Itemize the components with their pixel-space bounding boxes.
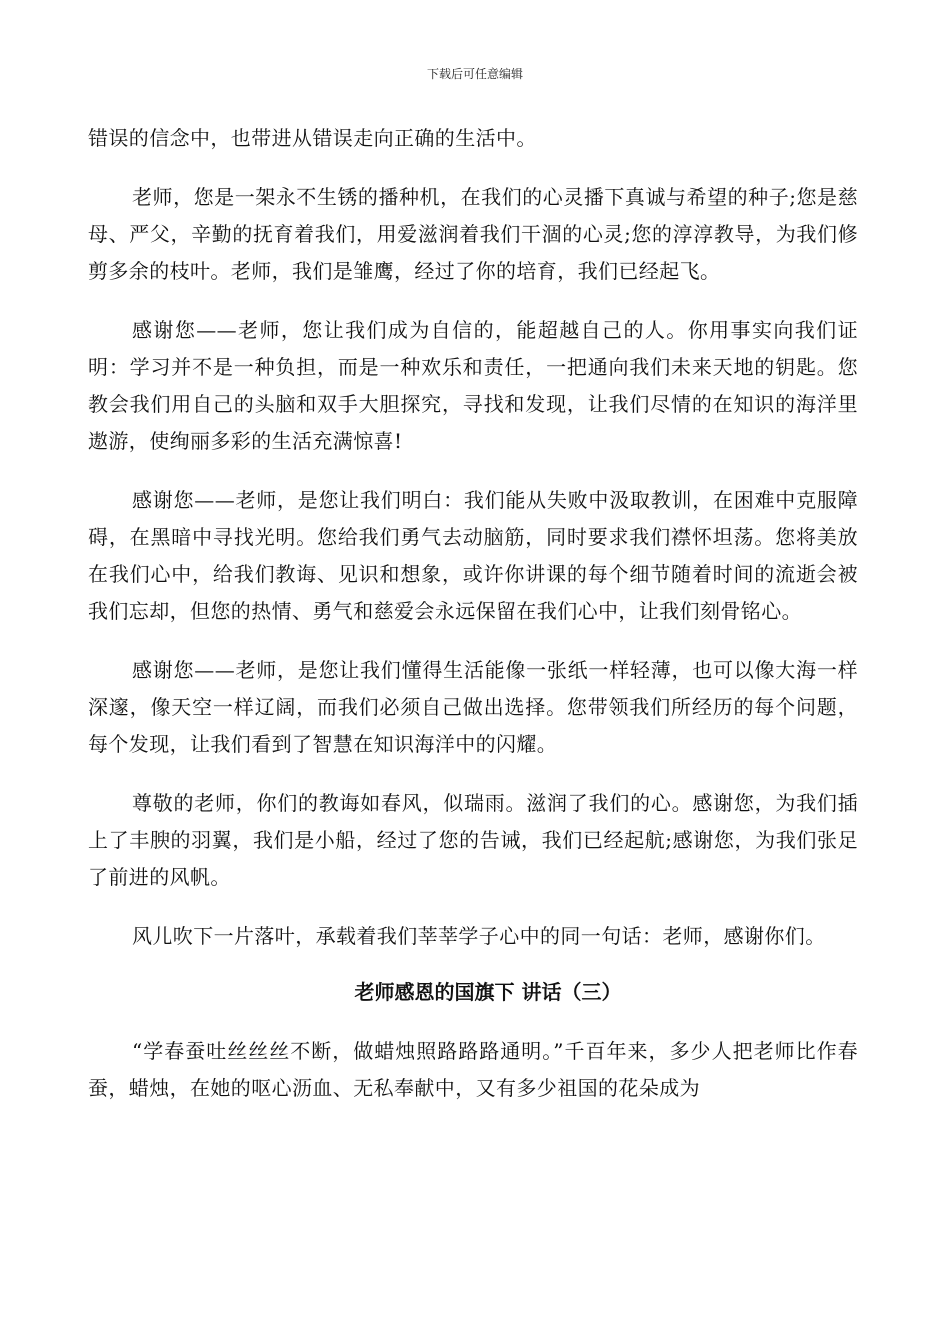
document-body	[88, 120, 858, 1129]
section-title: 老师感恩的国旗下 讲话（三）	[354, 980, 622, 1004]
paragraph-thanks-confidence: 感谢您——老师，您让我们成为自信的，能超越自己的人。你用事实向我们证明：学习并不是一种负担，而是一种欢乐和责任，一把通向我们未来天地的钥匙。您教会我们用自己的头脑和双手大胆探究，寻找和发现，让我们尽情的在知识的海洋里遨游，使绚丽多彩的生活充满惊喜!	[88, 318, 858, 453]
paragraph-thanks-lessons: 感谢您——老师，是您让我们明白：我们能从失败中汲取教训，在困难中克服障碍，在黑暗中寻找光明。您给我们勇气去动脑筋，同时要求我们襟怀坦荡。您将美放在我们心中，给我们教诲、见识和想象，或许你讲课的每个细节随着时间的流逝会被我们忘却，但您的热情、勇气和慈爱会永远保留在我们心中，让我们刻骨铭心。	[88, 488, 858, 623]
paragraph-respected-teacher: 尊敬的老师，你们的教诲如春风，似瑞雨。滋润了我们的心。感谢您，为我们插上了丰腴的羽翼，我们是小船，经过了您的告诫，我们已经起航;感谢您，为我们张足了前进的风帆。	[88, 791, 858, 889]
paragraph-continuation: 错误的信念中，也带进从错误走向正确的生活中。	[88, 126, 537, 150]
page-header: 下载后可任意编辑	[426, 67, 523, 81]
paragraph-teacher-sower: 老师，您是一架永不生锈的播种机，在我们的心灵播下真诚与希望的种子;您是慈母、严父，辛勤的抚育着我们，用爱滋润着我们干涸的心灵;您的淳淳教导，为我们修剪多余的枝叶。老师，我们是雏鹰，经过了你的培育，我们已经起飞。	[88, 185, 858, 283]
paragraph-falling-leaf: 风儿吹下一片落叶，承载着我们莘莘学子心中的同一句话：老师，感谢你们。	[132, 924, 826, 948]
paragraph-thanks-life: 感谢您——老师，是您让我们懂得生活能像一张纸一样轻薄，也可以像大海一样深邃，像天空一样辽阔，而我们必须自己做出选择。您带领我们所经历的每个问题，每个发现，让我们看到了智慧在知识海洋中的闪耀。	[88, 658, 858, 756]
paragraph-spring-silkworm: “学春蚕吐丝丝丝不断，做蜡烛照路路路通明。”千百年来，多少人把老师比作春蚕，蜡烛，在她的呕心沥血、无私奉献中，又有多少祖国的花朵成为	[88, 1039, 858, 1100]
